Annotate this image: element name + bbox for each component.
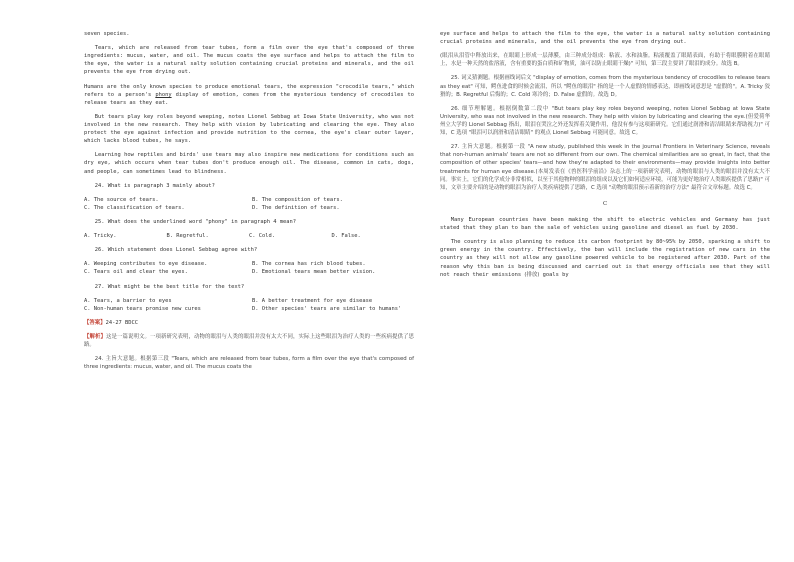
answer-line xyxy=(84,319,414,327)
question-26: 26. Which statement does Lionel Sebbag agree with? xyxy=(94,247,258,254)
paragraph: Tears, which are released from tear tubes, form a film over the eye that's composed of three ingredients: mucus, water, and oil. The mucus coats the eye surface and helps to attach the film to the eye, the water is a natural salty solution containing crucial proteins and minerals, and the oil prevents the eye from drying out. xyxy=(84,45,414,76)
question-25: 25. What does the underlined word "phony" in paragraph 4 mean? xyxy=(94,218,297,225)
option: A. Tricky. xyxy=(84,233,117,240)
explanation-25: 25. 词义猜测题。根据画线词后文 "display of emotion, comes from the mysterious tendency of crocodiles to release tears as they eat" 可知，鳄鱼进食的时候会流泪，所以 "鳄鱼的眼泪" 指的是一个人虚假的情感表达，即画线词意思是 "虚假的"。A. Tricky 狡猾的；B. Regretful 后悔的；C. Cold 寒冷的；D. False 虚假的。故选 D。 xyxy=(440,75,770,98)
text-span: 26. 细节理解题。根据倒数第二段中 "But tears play key roles beyond weeping, notes Lionel Sebbag at Iowa State University, who was not involved in the new research. They help with vision by lubricating and clearing the eye. xyxy=(440,105,770,120)
section-heading: C xyxy=(602,200,608,207)
analysis-label: 【解析】 xyxy=(84,333,107,340)
paragraph: seven species. xyxy=(84,31,130,37)
option: C. The classification of tears. xyxy=(84,204,185,211)
analysis-line xyxy=(84,333,414,349)
answer-text: 24-27 BDCC xyxy=(105,319,139,326)
answer-label: 【答案】 xyxy=(84,319,106,326)
text-span: The country is also planning to reduce its carbon footprint by 80~95% by 2050, sparking a shift to green energy in the country. Effectively, the ban will include the registration of new cars in the country as they will not allow any gasoline powered vehicle to be registered after 2030. Part of the reason why this ban is being discussed and carried out is that energy officials see that they will not reach their emissions xyxy=(440,239,770,278)
paragraph xyxy=(440,238,770,279)
text-span: 27. 主旨大意题。根据第一段 "A new study, published this week in the journal Frontiers in Veterinary Science, reveals that non-human animals' tears are not so different from our own. The chemical similarities are so great, in fact, that the composition of other species' tears—and how they're adapted to their environments—may provide insights into better treatments for human eye disease. xyxy=(440,144,770,175)
paragraph: Many European countries have been making the shift to electric vehicles and Germany has just stated that they plan to ban the sale of vehicles using gasoline and diesel as fuel by 2030. xyxy=(440,216,770,232)
paragraph: eye surface and helps to attach the film to the eye, the water is a natural salty solution containing crucial proteins and minerals, and the oil prevents the eye from drying out. xyxy=(440,31,770,46)
text-span: (本周发表在《兽医科学前沿》杂志上的一项新研究表明，动物的眼泪与人类的眼泪并没有太大不同。事实上，它们的化学成分非常相似，以至于其他物种的眼泪的组成以及它们如何适应环境，可能为更好地治疗人类眼疾提供了思路)" 可知，文章主要介绍的是动物的眼泪为治疗人类疾病提供了思路，C 选项 "动物的眼泪预示着新的治疗方法" 最符合文章标题。故选 C。 xyxy=(440,168,771,191)
explanation-27 xyxy=(440,143,770,192)
options-26 xyxy=(84,260,414,276)
option: C. Non-human tears promise new cures xyxy=(84,305,201,312)
option: C. Tears oil and clear the eyes. xyxy=(84,269,188,276)
option: B. The cornea has rich blood tubes. xyxy=(252,261,366,268)
text-span: (但爱荷华州立大学的 Lionel Sebbag 指出，眼泪在哭泣之外还发挥着关键作用，他没有参与这项新研究。它们通过润滑和清洁眼睛来帮助视力)" 可知，C 选项 "眼泪可以润滑和清洁眼睛" 的观点 Lionel Sebbag 可能同意。故选 C。 xyxy=(440,113,770,137)
option: A. Weeping contributes to eye disease. xyxy=(84,261,208,268)
options-27 xyxy=(84,297,414,313)
analysis-text: 这是一篇说明文。一项新研究表明，动物的眼泪与人类的眼泪并没有太大不同，实际上这些眼泪为治疗人类的一些疾病提供了思路。 xyxy=(84,333,414,349)
option: B. A better treatment for eye disease xyxy=(252,297,373,304)
option: A. The source of tears. xyxy=(84,196,159,203)
options-25 xyxy=(84,232,414,240)
paragraph: But tears play key roles beyond weeping, notes Lionel Sebbag at Iowa State University, who was not involved in the new research. They help with vision by lubricating and clearing the eye. They also protect the eye against infection and provide nutrition to the cornea, the eye's clear outer layer, which lacks blood tubes, he says. xyxy=(84,113,414,145)
option: D. Other species' tears are similar to humans' xyxy=(252,305,402,312)
question-27: 27. What might be the best title for the text? xyxy=(94,283,245,290)
explanation-26 xyxy=(440,105,770,137)
underlined-word: phony xyxy=(155,91,172,98)
question-24: 24. What is paragraph 3 mainly about? xyxy=(94,182,215,189)
option: D. False. xyxy=(331,233,361,240)
option: B. Regretful. xyxy=(166,233,209,240)
option: D. The definition of tears. xyxy=(252,204,340,211)
options-24 xyxy=(84,196,414,212)
paragraph-cn: (眼泪从泪管中释放出来，在眼睛上形成一层薄膜，由三种成分组成：粘液、水和油脂。粘液覆盖了眼睛表面，有助于将眼膜附着在眼睛上，水是一种天然的盐溶液，含有重要的蛋白质和矿物质，油可以防止眼睛干燥)" 可知，第三段主要讲了眼泪的成分。故选 B。 xyxy=(440,53,770,68)
option: B. The composition of tears. xyxy=(252,196,343,203)
explanation-24: 24. 主旨大意题。根据第三段 "Tears, which are released from tear tubes, form a film over the eye that's composed of three ingredients: mucus, water, and oil. The mucus coats the xyxy=(84,356,414,371)
option: D. Emotional tears mean better vision. xyxy=(252,269,376,276)
text-span: Humans are the only known species to produce emotional tears, the expression "crocodile tears," which refers to a person's xyxy=(84,83,414,98)
left-column xyxy=(84,30,414,377)
option: A. Tears, a barrier to eyes xyxy=(84,297,172,304)
text-span: goals by xyxy=(539,271,569,278)
right-column xyxy=(440,30,770,285)
text-span: display of emotion, comes from the mysterious tendency of crocodiles to release tears as they eat. xyxy=(84,91,415,106)
text-span: (排放) xyxy=(524,271,540,278)
option: C. Cold. xyxy=(249,233,275,240)
paragraph xyxy=(84,83,414,107)
paragraph: Learning how reptiles and birds' use tears may also inspire new medications for conditions such as dry eye, which occurs when tear tubes don't produce enough oil. The disease, common in cats, dogs, and people, can sometimes lead to blindness. xyxy=(84,152,414,175)
